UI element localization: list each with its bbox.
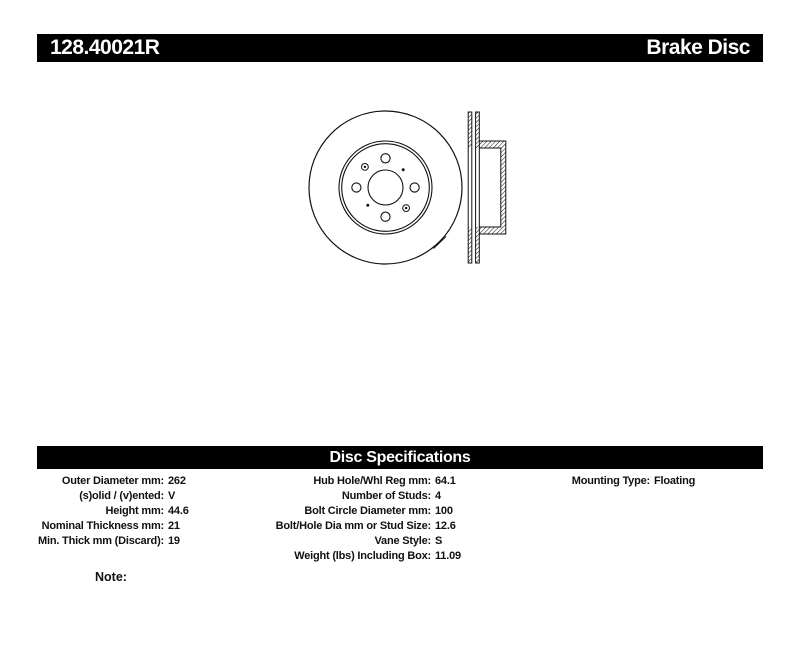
spec-row (240, 549, 461, 564)
spec-value: 12.6 (435, 520, 456, 532)
stud-hole-top (381, 154, 390, 163)
rim-tick-mark (434, 237, 447, 249)
spec-label: Min. Thick mm (Discard): (38, 535, 164, 547)
stud-hole-left (352, 183, 361, 192)
spec-row (20, 534, 189, 549)
product-type-title: Brake Disc (646, 36, 750, 59)
spec-row (240, 519, 461, 534)
specs-title-bar (37, 446, 763, 469)
spec-label: Hub Hole/Whl Reg mm: (313, 475, 431, 487)
hub-hat-outer-circle (339, 141, 432, 234)
spec-label: Mounting Type: (571, 475, 650, 487)
spec-value: 64.1 (435, 475, 456, 487)
spec-label: Outer Diameter mm: (61, 475, 164, 487)
pin-hole-bottom-left (366, 204, 369, 207)
spec-row (240, 489, 461, 504)
spec-value: S (435, 535, 443, 547)
center-bore-circle (368, 170, 403, 205)
spec-label: Weight (lbs) Including Box: (294, 550, 431, 562)
disc-front-view (309, 111, 462, 264)
spec-row (520, 474, 695, 489)
spec-value: 11.09 (435, 550, 461, 562)
spec-label: Number of Studs: (341, 490, 431, 502)
specs-title: Disc Specifications (329, 448, 471, 466)
stud-hole-bottom (381, 212, 390, 221)
spec-label: Nominal Thickness mm: (41, 520, 164, 532)
spec-label: Vane Style: (374, 535, 431, 547)
spec-label: Height mm: (105, 505, 164, 517)
spec-row (20, 489, 189, 504)
spec-row (20, 474, 189, 489)
hub-hat-inner-circle (342, 144, 430, 232)
spec-row (20, 504, 189, 519)
header-bar (37, 34, 763, 62)
spec-label: Bolt Circle Diameter mm: (304, 505, 431, 517)
disc-cross-section-view (468, 112, 506, 263)
spec-value: 19 (168, 535, 180, 547)
outer-diameter-circle (309, 111, 462, 264)
part-number: 128.40021R (50, 36, 160, 59)
spec-row (20, 519, 189, 534)
spec-value: 44.6 (168, 505, 189, 517)
spec-value: Floating (654, 475, 696, 487)
spec-value: V (168, 490, 176, 502)
spec-row (240, 504, 461, 519)
spec-row (240, 474, 461, 489)
spec-label: (s)olid / (v)ented: (79, 490, 164, 502)
spec-row (240, 534, 461, 549)
spec-label: Bolt/Hole Dia mm or Stud Size: (275, 520, 431, 532)
spec-column-left (20, 474, 189, 549)
spec-value: 4 (435, 490, 441, 502)
stud-hole-right (410, 183, 419, 192)
spec-value: 21 (168, 520, 180, 532)
spec-value: 262 (168, 475, 186, 487)
brake-disc-technical-drawing (290, 85, 520, 295)
pin-hole-top-right (402, 168, 405, 171)
spec-column-right (520, 474, 695, 489)
set-screw-hole-bottom-right (403, 205, 410, 212)
note-label: Note: (95, 570, 127, 584)
spec-value: 100 (435, 505, 453, 517)
set-screw-hole-top-left (362, 164, 369, 171)
spec-column-middle (240, 474, 461, 564)
